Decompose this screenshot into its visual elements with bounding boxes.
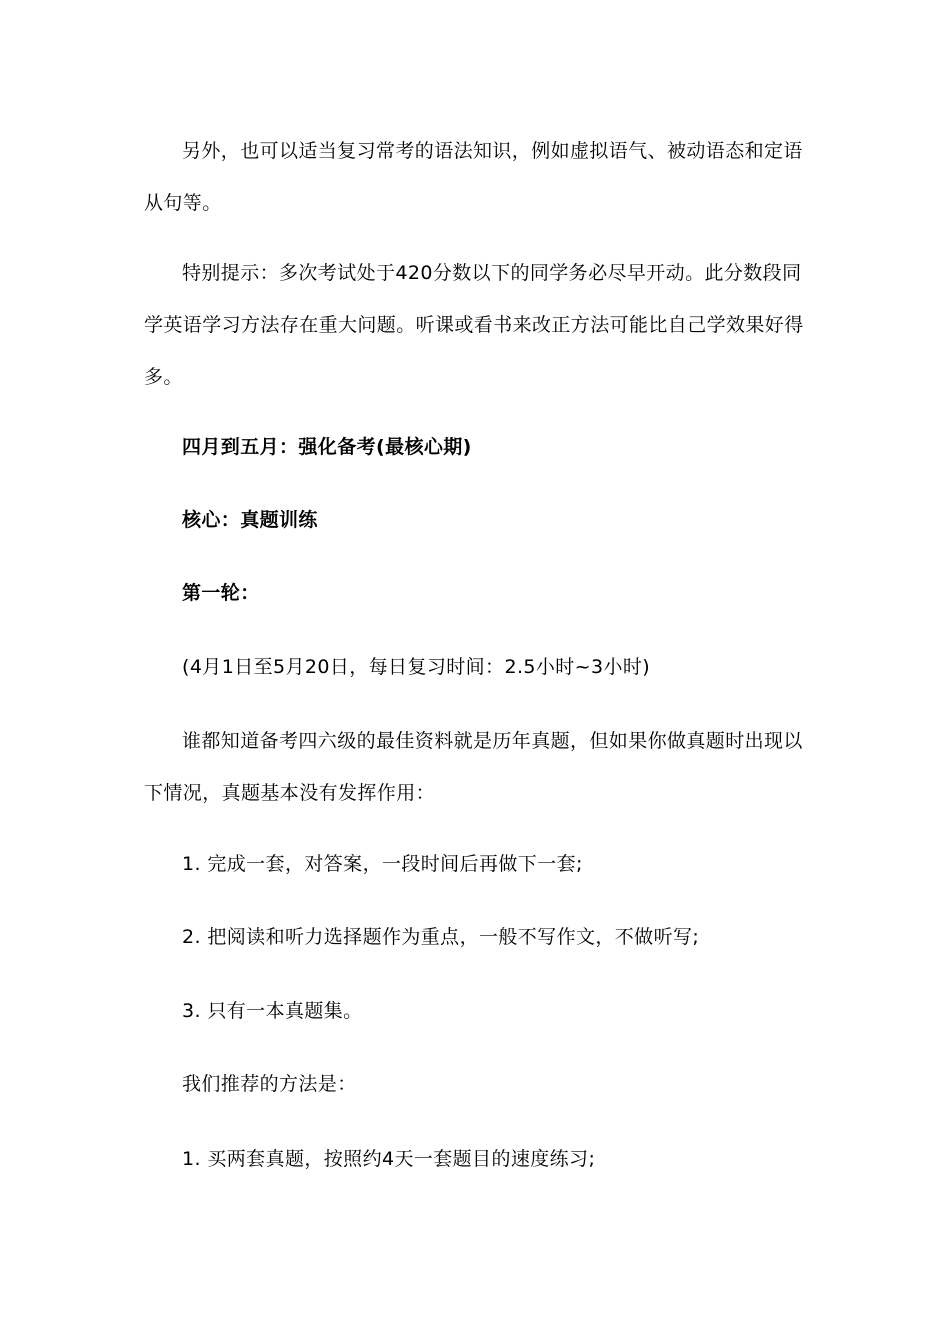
paragraph-recommended-method: 我们推荐的方法是： <box>182 1073 357 1095</box>
list-item-method-1: 1. 买两套真题，按照约4天一套题目的速度练习; <box>182 1148 596 1170</box>
paragraph-real-exam-intro: 谁都知道备考四六级的最佳资料就是历年真题，但如果你做真题时出现以下情况，真题基本没有发挥作用： <box>144 730 803 804</box>
list-item-problem-1: 1. 完成一套，对答案，一段时间后再做下一套; <box>182 853 583 875</box>
section-subheading-core: 核心：真题训练 <box>182 509 318 531</box>
paragraph-schedule: (4月1日至5月20日，每日复习时间：2.5小时~3小时) <box>182 656 651 678</box>
paragraph-grammar-review: 另外，也可以适当复习常考的语法知识，例如虚拟语气、被动语态和定语从句等。 <box>144 140 803 214</box>
section-subheading-round-one: 第一轮： <box>182 582 260 604</box>
list-item-problem-3: 3. 只有一本真题集。 <box>182 1000 363 1022</box>
paragraph-special-tip: 特别提示：多次考试处于420分数以下的同学务必尽早开动。此分数段同学英语学习方法存在重大问题。听课或看书来改正方法可能比自己学效果好得多。 <box>144 262 804 388</box>
list-item-problem-2: 2. 把阅读和听力选择题作为重点，一般不写作文，不做听写; <box>182 926 700 948</box>
section-heading-april-may: 四月到五月：强化备考(最核心期) <box>182 436 472 458</box>
